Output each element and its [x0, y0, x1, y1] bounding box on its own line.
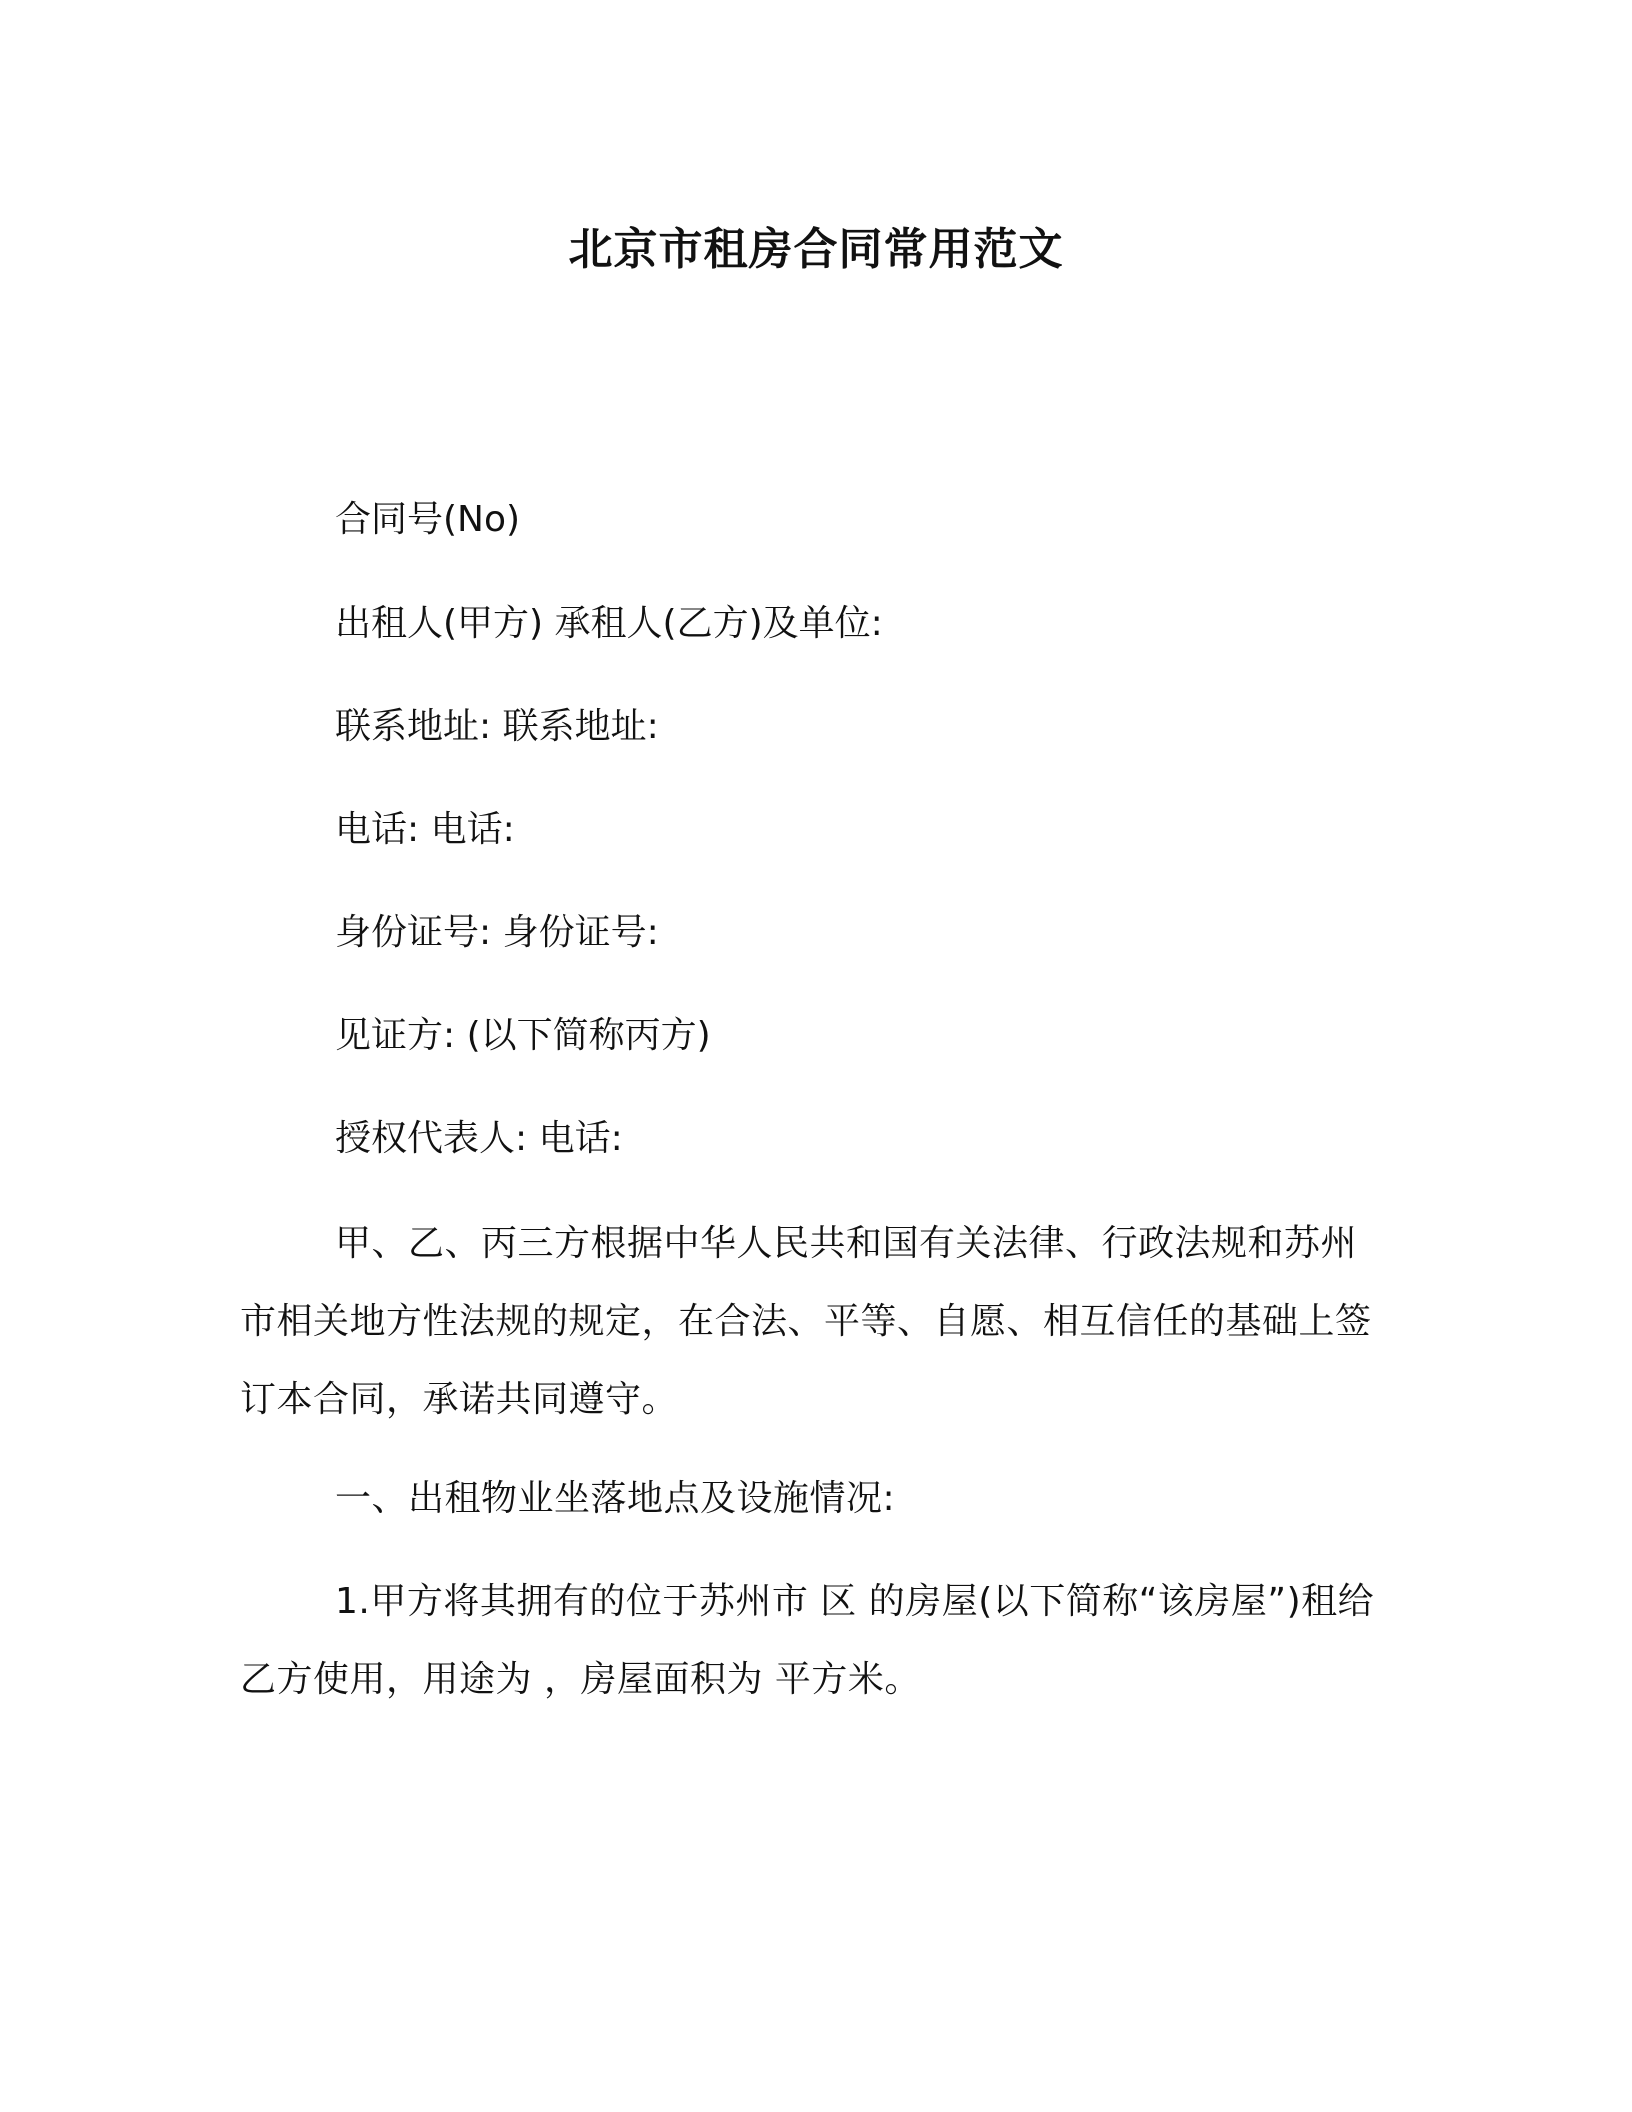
document-title: 北京市租房合同常用范文: [568, 224, 1064, 275]
section-one-heading: 一、出租物业坐落地点及设施情况:: [335, 1478, 896, 1519]
preamble-paragraph: 甲、乙、丙三方根据中华人民共和国有关法律、行政法规和苏州市相关地方性法规的规定，在合法、平等、自愿、相互信任的基础上签订本合同，承诺共同遵守。: [240, 1223, 1372, 1420]
authorized-representative-line: 授权代表人: 电话:: [335, 1118, 623, 1159]
address-line: 联系地址: 联系地址:: [335, 706, 659, 747]
clause-one-paragraph: 1.甲方将其拥有的位于苏州市 区 的房屋(以下简称“该房屋”)租给乙方使用，用途为 ，房屋面积为 平方米。: [240, 1581, 1375, 1700]
witness-line: 见证方: (以下简称丙方): [335, 1015, 711, 1056]
phone-line: 电话: 电话:: [335, 809, 515, 850]
id-number-line: 身份证号: 身份证号:: [335, 912, 659, 953]
parties-line: 出租人(甲方) 承租人(乙方)及单位:: [335, 603, 883, 644]
contract-number-line: 合同号(No): [335, 499, 521, 540]
